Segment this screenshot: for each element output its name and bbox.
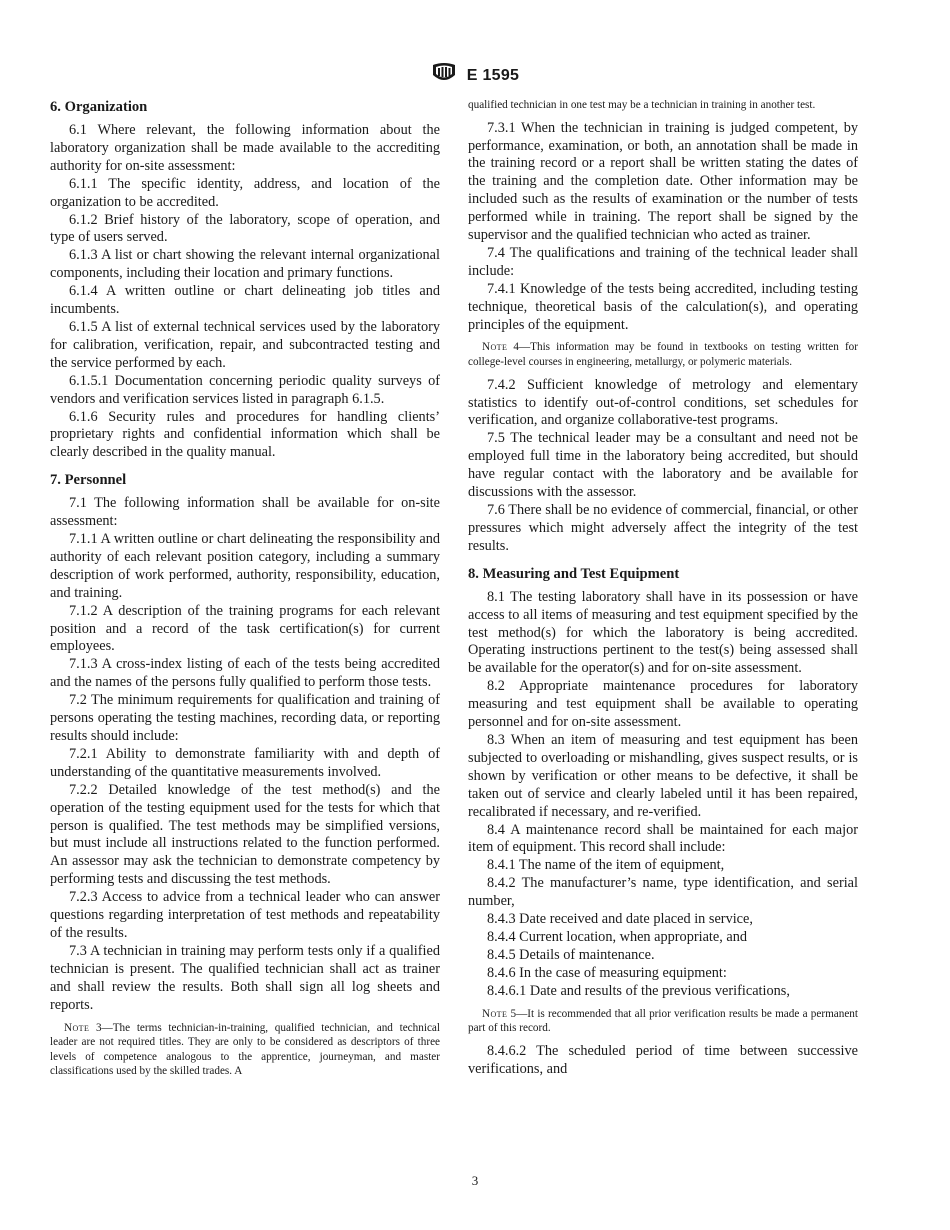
para-7-2-1: 7.2.1 Ability to demonstrate familiarity with and depth of understanding of the quantitative measurements involved. — [50, 745, 440, 780]
para-8-1: 8.1 The testing laboratory shall have in its possession or have access to all items of measuring and test equipment specified by the test method(s) for which the laboratory is being accredited. Operating instructions pertinent to the test(s) being assessed shall be available for the operator(s) and for on-site assessment. — [468, 588, 858, 677]
section-6-heading: 6. Organization — [50, 99, 148, 115]
para-6-1-6: 6.1.6 Security rules and procedures for handling clients’ proprietary rights and confidential information which shall be clearly described in the quality manual. — [50, 408, 440, 461]
para-7-5: 7.5 The technical leader may be a consultant and need not be employed full time in the laboratory being accredited, but should have regular contact with the laboratory and be available for discussions with the assessor. — [468, 430, 858, 501]
para-8-3: 8.3 When an item of measuring and test equipment has been subjected to overloading or mishandling, gives suspect results, or is shown by verification or other means to be defective, it shall be taken out of service and clearly labeled until it has been repaired, recalibrated if necessary, and re-verified. — [468, 731, 858, 820]
para-8-4-6: 8.4.6 In the case of measuring equipment: — [487, 964, 727, 981]
para-7-1-1: 7.1.1 A written outline or chart delineating the responsibility and authority of each relevant position category, including a summary description of work performed, authority, responsibility, education, and training. — [50, 531, 440, 601]
para-7-1-3: 7.1.3 A cross-index listing of each of the tests being accredited and the names of the persons fully qualified to perform those tests. — [50, 656, 440, 691]
para-8-2: 8.2 Appropriate maintenance procedures for laboratory measuring and test equipment shall be available to operating personnel and for on-site assessment. — [468, 678, 858, 731]
para-7-4-2: 7.4.2 Sufficient knowledge of metrology and elementary statistics to identify out-of-control conditions, set schedules for verification, and organize collaborative-test programs. — [468, 376, 858, 429]
right-column — [468, 98, 858, 1079]
note-3-continued: qualified technician in one test may be a technician in training in another test. — [468, 99, 816, 111]
para-6-1-1: 6.1.1 The specific identity, address, and location of the organization to be accredited. — [50, 175, 440, 210]
para-7-3-1: 7.3.1 When the technician in training is judged competent, by performance, examination, or both, an annotation shall be made in the training record or a report shall be written stating the dates of the training and the completion date. Other information may be included such as the results of examination or the number of tests performed while in training. The report shall be signed by the supervisor and the qualified technician who acted as trainer. — [468, 119, 858, 244]
para-6-1-5-1: 6.1.5.1 Documentation concerning periodic quality surveys of vendors and verification services listed in paragraph 6.1.5. — [50, 372, 440, 407]
para-6-1-4: 6.1.4 A written outline or chart delineating job titles and incumbents. — [50, 283, 440, 318]
para-6-1-5: 6.1.5 A list of external technical services used by the laboratory for calibration, verification, repair, and subcontracted testing and the service performed by each. — [50, 318, 440, 371]
note-3-text: 3—The terms technician-in-training, qualified technician, and technical leader are not required titles. They are only to be considered as descriptors of three levels of competence analogous to the apprentice, journeyman, and master classifications used by the skilled trades. A — [50, 1021, 440, 1078]
astm-logo-icon — [431, 62, 457, 89]
para-7-1: 7.1 The following information shall be available for on-site assessment: — [50, 495, 440, 530]
para-8-4: 8.4 A maintenance record shall be maintained for each major item of equipment. This record shall include: — [468, 821, 858, 856]
para-8-4-2: 8.4.2 The manufacturer’s name, type identification, and serial number, — [468, 875, 858, 910]
note-3 — [50, 1021, 440, 1079]
para-7-3: 7.3 A technician in training may perform tests only if a qualified technician is present. The qualified technician shall act as trainer and shall review the results. Both shall sign all log sheets and reports. — [50, 942, 440, 1013]
note-4 — [468, 340, 858, 369]
note-4-text: 4—This information may be found in textbooks on testing written for college-level courses in engineering, metallurgy, or polymeric materials. — [468, 341, 858, 369]
note-3-label: Note — [64, 1021, 90, 1034]
note-5 — [468, 1007, 858, 1036]
para-8-4-1: 8.4.1 The name of the item of equipment, — [487, 857, 725, 874]
para-8-4-3: 8.4.3 Date received and date placed in service, — [487, 911, 753, 928]
para-7-6: 7.6 There shall be no evidence of commercial, financial, or other pressures which might adversely affect the integrity of the test results. — [468, 502, 858, 554]
note-5-label: Note — [482, 1007, 508, 1020]
para-7-1-2: 7.1.2 A description of the training programs for each relevant position and a record of the task certification(s) for current employees. — [50, 602, 440, 655]
page-header — [0, 62, 950, 89]
left-column — [50, 98, 440, 1086]
para-6-1-2: 6.1.2 Brief history of the laboratory, scope of operation, and type of users served. — [50, 211, 440, 246]
para-7-4: 7.4 The qualifications and training of the technical leader shall include: — [468, 244, 858, 279]
para-7-2: 7.2 The minimum requirements for qualification and training of persons operating the testing machines, recording data, or reporting results should include: — [50, 692, 440, 744]
para-8-4-4: 8.4.4 Current location, when appropriate, and — [487, 928, 748, 945]
para-6-1: 6.1 Where relevant, the following information about the laboratory organization shall be made available to the accrediting authority for on-site assessment: — [50, 122, 440, 174]
note-4-label: Note — [482, 341, 508, 354]
section-7-heading: 7. Personnel — [50, 472, 127, 489]
standard-designation: E 1595 — [466, 66, 520, 84]
para-6-1-3: 6.1.3 A list or chart showing the relevant internal organizational components, including their location and primary functions. — [50, 247, 440, 282]
para-7-4-1: 7.4.1 Knowledge of the tests being accredited, including testing technique, theoretical basis of the calculation(s), and operating principles of the equipment. — [468, 280, 858, 333]
para-8-4-5: 8.4.5 Details of maintenance. — [487, 946, 655, 963]
para-7-2-2: 7.2.2 Detailed knowledge of the test method(s) and the operation of the testing equipment used for the tests for which that person is qualified. The test methods may be simplified versions, but must include all instructions related to the function performed. An assessor may ask the technician to demonstrate competency by performing tests and discussing the test methods. — [50, 781, 440, 888]
note-5-text: 5—It is recommended that all prior verification results be made a permanent part of this record. — [468, 1007, 858, 1035]
para-8-4-6-1: 8.4.6.1 Date and results of the previous verifications, — [487, 982, 790, 999]
para-7-2-3: 7.2.3 Access to advice from a technical leader who can answer questions regarding interpretation of test methods and repeatability of the results. — [50, 889, 440, 941]
page-number: 3 — [471, 1173, 479, 1188]
section-8-heading: 8. Measuring and Test Equipment — [468, 565, 680, 582]
para-8-4-6-2: 8.4.6.2 The scheduled period of time between successive verifications, and — [468, 1042, 858, 1077]
